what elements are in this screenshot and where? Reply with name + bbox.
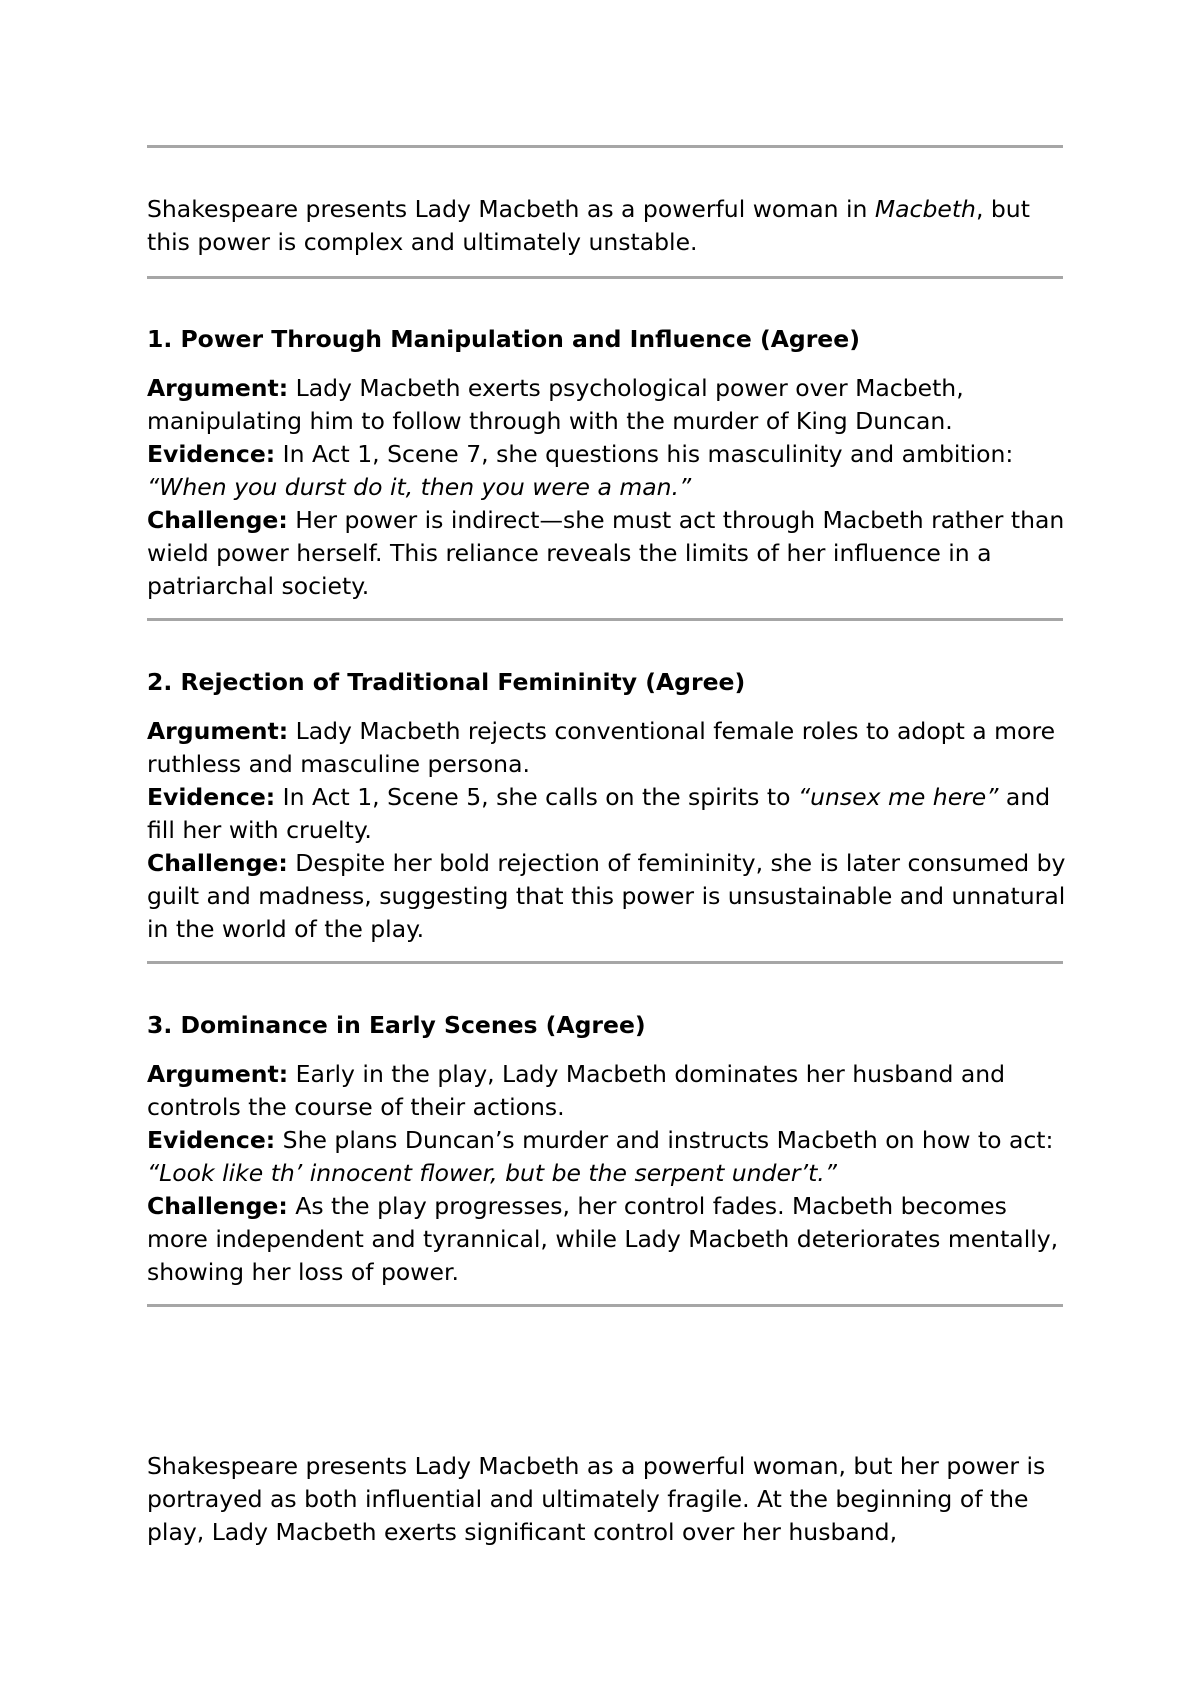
evidence-text: She plans Duncan’s murder and instructs Macbeth on how to act: [275, 1126, 1054, 1154]
essay-paragraph: Shakespeare presents Lady Macbeth as a powerful woman, but her power is portrayed as both influential and ultimately fragile. At the beginning of the play, Lady Macbeth exerts significant control over her husband, [147, 1452, 1046, 1546]
section-1-challenge [147, 504, 1067, 603]
argument-label: Argument: [147, 374, 289, 402]
section-2-body [147, 715, 1067, 946]
section-2-evidence [147, 781, 1067, 847]
evidence-quote: “Look like th’ innocent flower, but be the serpent under’t.” [147, 1159, 837, 1187]
challenge-label: Challenge: [147, 506, 288, 534]
evidence-label: Evidence: [147, 783, 276, 811]
section-2-argument [147, 715, 1067, 781]
intro-text-after: , but this power is complex and ultimately unstable. [147, 195, 1030, 256]
evidence-quote: “unsex me here” [797, 783, 999, 811]
section-1-argument [147, 372, 1067, 438]
divider-section-1 [147, 618, 1063, 621]
section-2-heading: 2. Rejection of Traditional Femininity (Agree) [147, 668, 746, 696]
argument-label: Argument: [147, 1060, 289, 1088]
section-1-evidence [147, 438, 1067, 504]
intro-title-italic: Macbeth [874, 195, 976, 223]
section-1-body [147, 372, 1067, 603]
divider-intro [147, 276, 1063, 279]
challenge-text: As the play progresses, her control fades. Macbeth becomes more independent and tyrannical, while Lady Macbeth deteriorates mentally, showing her loss of power. [147, 1192, 1059, 1286]
section-3-argument [147, 1058, 1067, 1124]
evidence-label: Evidence: [147, 440, 276, 468]
argument-label: Argument: [147, 717, 289, 745]
divider-top [147, 145, 1063, 148]
section-2-challenge [147, 847, 1067, 946]
section-3-body [147, 1058, 1067, 1289]
argument-text: Lady Macbeth rejects conventional female roles to adopt a more ruthless and masculine persona. [147, 717, 1056, 778]
section-3-challenge [147, 1190, 1067, 1289]
evidence-label: Evidence: [147, 1126, 276, 1154]
section-1-heading: 1. Power Through Manipulation and Influence (Agree) [147, 325, 860, 353]
argument-text: Early in the play, Lady Macbeth dominates her husband and controls the course of their actions. [147, 1060, 1006, 1121]
challenge-label: Challenge: [147, 1192, 288, 1220]
section-3-heading: 3. Dominance in Early Scenes (Agree) [147, 1011, 646, 1039]
divider-section-2 [147, 961, 1063, 964]
evidence-quote: “When you durst do it, then you were a man.” [147, 473, 692, 501]
evidence-text: In Act 1, Scene 5, she calls on the spirits to [275, 783, 798, 811]
challenge-label: Challenge: [147, 849, 288, 877]
divider-section-3 [147, 1304, 1063, 1307]
intro-paragraph [147, 193, 1067, 259]
intro-text-before: Shakespeare presents Lady Macbeth as a powerful woman in [147, 195, 875, 223]
challenge-text: Despite her bold rejection of femininity, she is later consumed by guilt and madness, suggesting that this power is unsustainable and unnatural in the world of the play. [147, 849, 1066, 943]
challenge-text: Her power is indirect—she must act through Macbeth rather than wield power herself. This reliance reveals the limits of her influence in a patriarchal society. [147, 506, 1065, 600]
section-3-evidence [147, 1124, 1067, 1190]
evidence-text: In Act 1, Scene 7, she questions his masculinity and ambition: [275, 440, 1014, 468]
argument-text: Lady Macbeth exerts psychological power over Macbeth, manipulating him to follow through with the murder of King Duncan. [147, 374, 964, 435]
evidence-after: and fill her with cruelty. [147, 783, 1051, 844]
